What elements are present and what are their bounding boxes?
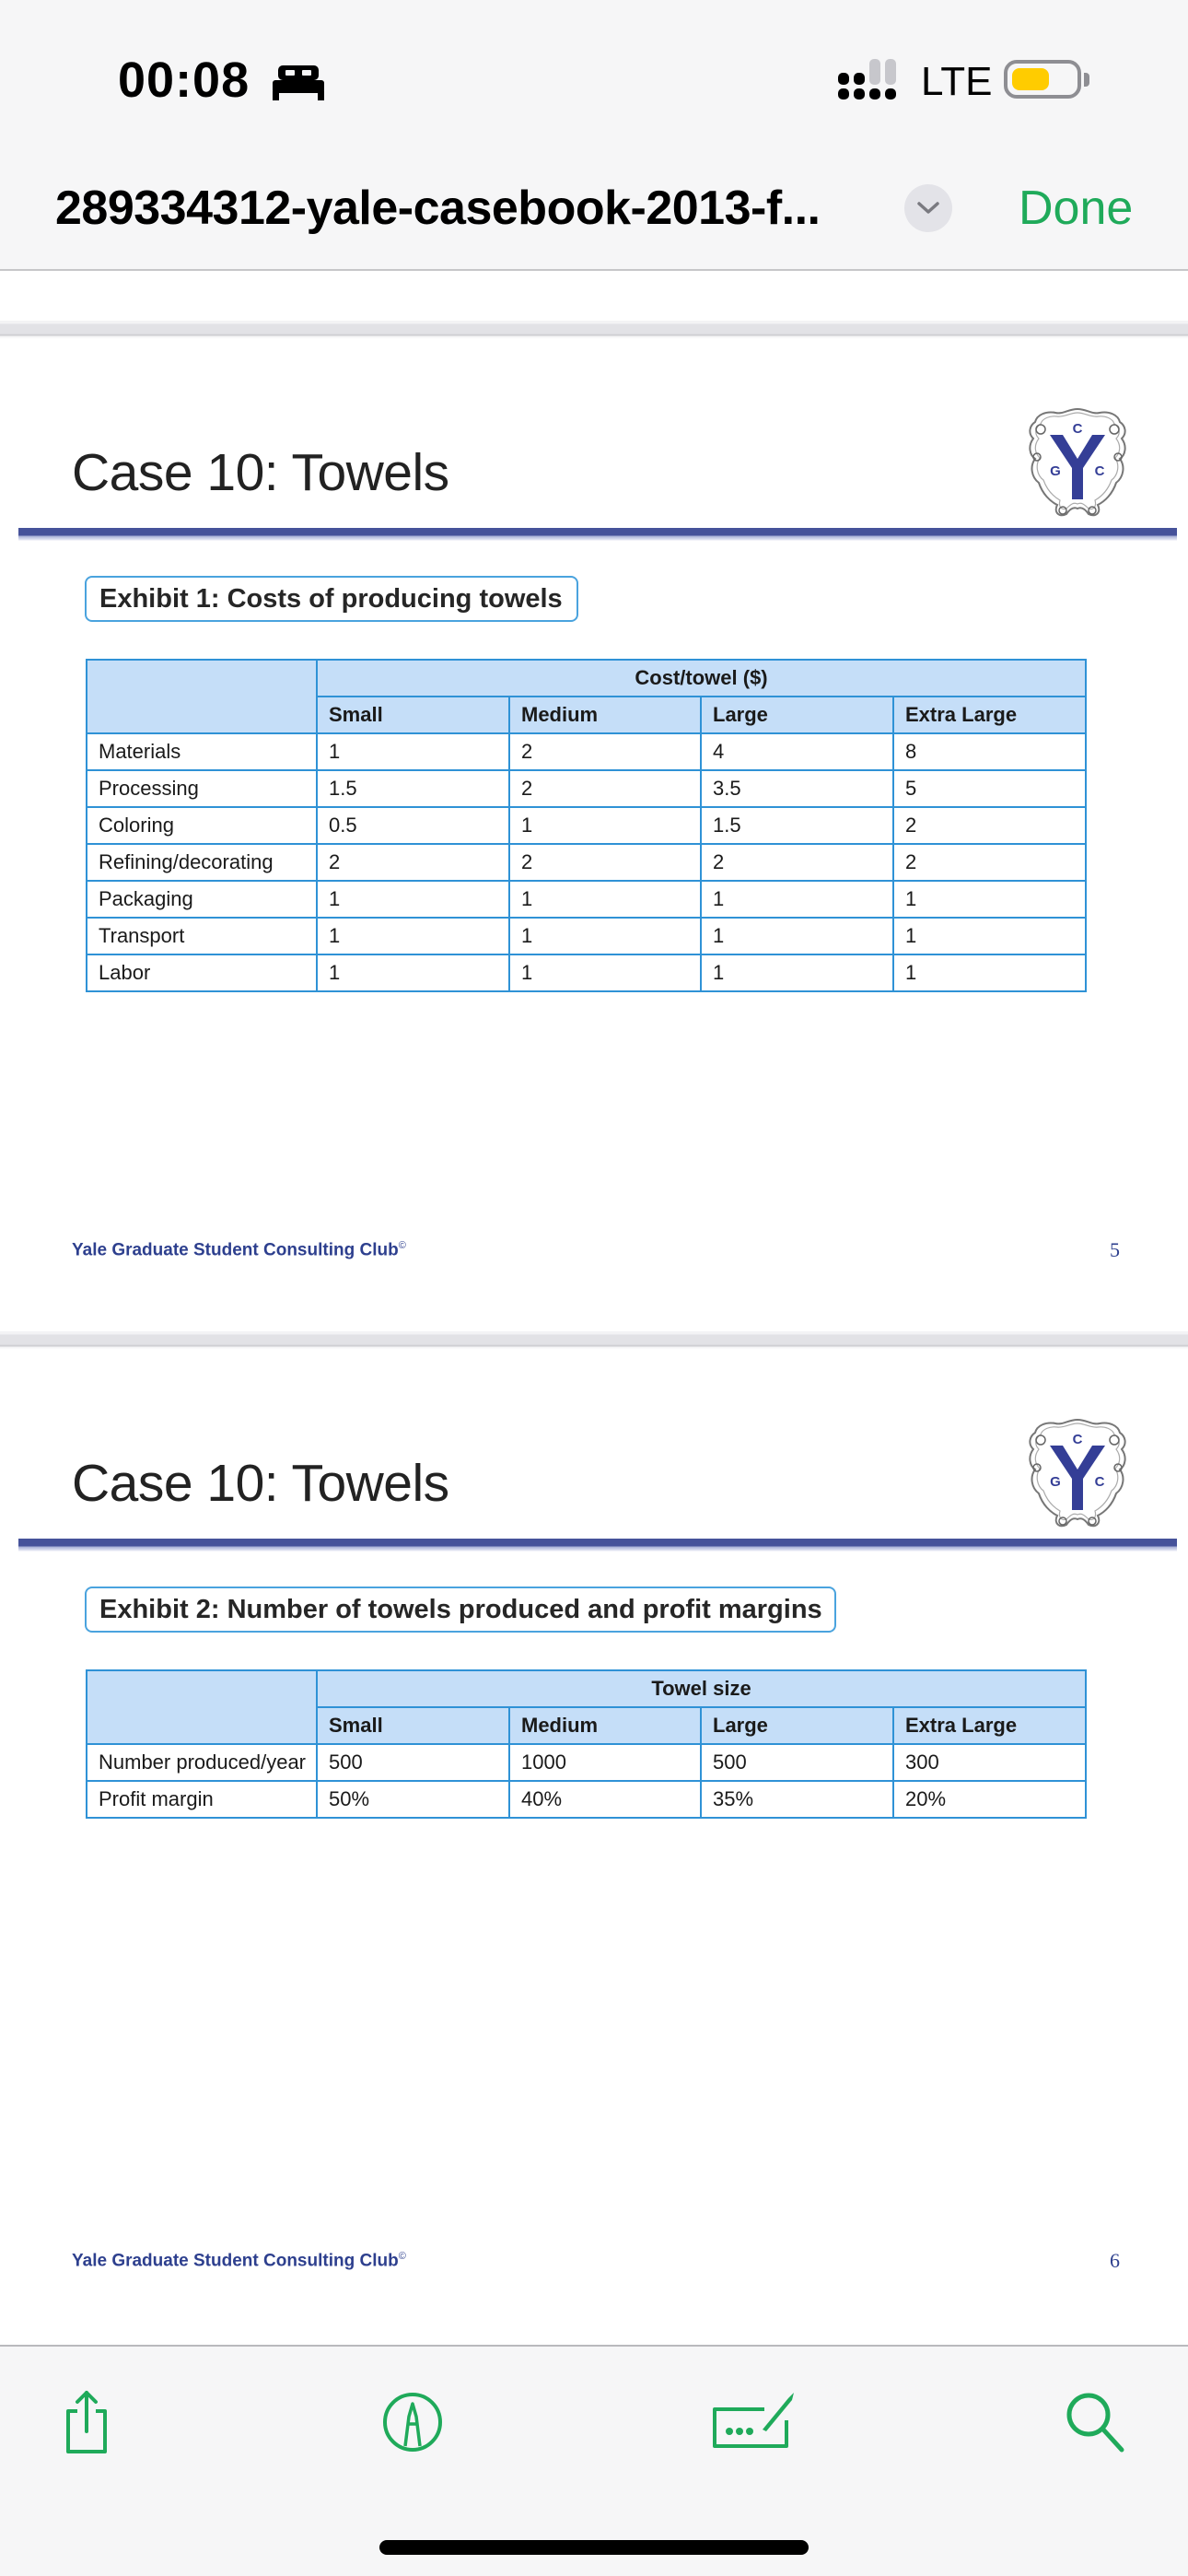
signal-bar xyxy=(838,73,849,85)
row-label: Processing xyxy=(87,770,317,807)
table-cell: 1 xyxy=(509,807,701,844)
table-cell: 5 xyxy=(893,770,1086,807)
table-cell: 8 xyxy=(893,733,1086,770)
table-cell: 35% xyxy=(701,1781,893,1818)
column-header: Extra Large xyxy=(893,697,1086,733)
page-separator xyxy=(0,1331,1188,1350)
search-button[interactable] xyxy=(1063,2389,1129,2455)
table-cell: 1.5 xyxy=(317,770,509,807)
table-row xyxy=(87,1744,1086,1781)
table-cell: 2 xyxy=(317,844,509,881)
battery-icon xyxy=(1004,60,1081,99)
table-cell: 1.5 xyxy=(701,807,893,844)
table-row xyxy=(87,1781,1086,1818)
copyright-mark: © xyxy=(398,2251,406,2262)
table-cell: 1 xyxy=(317,881,509,918)
table-cell: 1000 xyxy=(509,1744,701,1781)
table-cell: 1 xyxy=(509,918,701,954)
table-corner-cell xyxy=(87,1670,317,1744)
document-viewer[interactable] xyxy=(0,271,1188,2345)
footer-text: Yale Graduate Student Consulting Club xyxy=(72,1240,399,1260)
column-header: Medium xyxy=(509,1707,701,1744)
ygcc-logo-icon xyxy=(1022,405,1133,520)
footer-text: Yale Graduate Student Consulting Club xyxy=(72,2251,399,2271)
table-row xyxy=(87,954,1086,991)
exhibit-title: Exhibit 1: Costs of producing towels xyxy=(85,576,578,622)
logo-letter: C xyxy=(1094,1474,1105,1490)
row-label: Materials xyxy=(87,733,317,770)
table-cell: 2 xyxy=(509,770,701,807)
table-group-header-row xyxy=(87,660,1086,697)
table-row xyxy=(87,733,1086,770)
signal-dot xyxy=(838,88,849,100)
signal-dot xyxy=(854,88,865,100)
table-corner-cell xyxy=(87,660,317,733)
signature-icon xyxy=(709,2389,801,2455)
row-label: Refining/decorating xyxy=(87,844,317,881)
pdf-page-5 xyxy=(0,339,1188,1331)
table-row xyxy=(87,807,1086,844)
table-cell: 1 xyxy=(317,954,509,991)
production-table xyxy=(86,1669,1087,1819)
row-label: Profit margin xyxy=(87,1781,317,1818)
battery-level xyxy=(1012,68,1049,90)
signal-bar xyxy=(885,59,896,85)
table-cell: 0.5 xyxy=(317,807,509,844)
table-row xyxy=(87,770,1086,807)
signal-dot xyxy=(885,88,896,100)
row-label: Number produced/year xyxy=(87,1744,317,1781)
table-cell: 1 xyxy=(509,881,701,918)
row-label: Packaging xyxy=(87,881,317,918)
markup-button[interactable] xyxy=(379,2389,446,2455)
bed-icon xyxy=(273,65,324,100)
table-cell: 2 xyxy=(701,844,893,881)
title-rule xyxy=(18,1539,1177,1551)
table-cell: 300 xyxy=(893,1744,1086,1781)
table-cell: 1 xyxy=(509,954,701,991)
exhibit-title: Exhibit 2: Number of towels produced and profit margins xyxy=(85,1587,836,1633)
column-header: Medium xyxy=(509,697,701,733)
table-row xyxy=(87,881,1086,918)
markup-icon xyxy=(379,2389,446,2455)
logo-letter: C xyxy=(1072,1432,1083,1447)
table-cell: 2 xyxy=(509,733,701,770)
table-cell: 2 xyxy=(893,844,1086,881)
logo-letter: G xyxy=(1050,463,1061,479)
logo-letter: G xyxy=(1050,1474,1061,1490)
pdf-page-6 xyxy=(0,1350,1188,2345)
table-cell: 500 xyxy=(317,1744,509,1781)
signal-icon xyxy=(836,59,899,101)
logo-letter: C xyxy=(1094,463,1105,479)
page-number: 6 xyxy=(1110,2249,1120,2272)
signal-bar xyxy=(869,59,880,85)
network-type: LTE xyxy=(921,59,993,104)
signal-bar xyxy=(854,73,865,85)
document-title: 289334312-yale-casebook-2013-f... xyxy=(55,181,821,235)
table-group-header: Towel size xyxy=(317,1670,1086,1707)
column-header: Extra Large xyxy=(893,1707,1086,1744)
row-label: Transport xyxy=(87,918,317,954)
page-footer xyxy=(72,1240,406,1260)
battery-cap xyxy=(1084,73,1089,87)
page-title: Case 10: Towels xyxy=(72,443,449,502)
table-cell: 1 xyxy=(701,954,893,991)
logo-letter: C xyxy=(1072,421,1083,437)
column-header: Small xyxy=(317,697,509,733)
chevron-down-icon xyxy=(917,202,939,215)
column-header: Large xyxy=(701,1707,893,1744)
column-header: Small xyxy=(317,1707,509,1744)
table-cell: 2 xyxy=(509,844,701,881)
table-cell: 1 xyxy=(701,881,893,918)
table-row xyxy=(87,844,1086,881)
signal-dot xyxy=(869,88,880,100)
column-header: Large xyxy=(701,697,893,733)
table-group-header-row xyxy=(87,1670,1086,1707)
document-menu-button[interactable] xyxy=(904,184,952,232)
table-group-header: Cost/towel ($) xyxy=(317,660,1086,697)
table-cell: 20% xyxy=(893,1781,1086,1818)
table-cell: 1 xyxy=(701,918,893,954)
table-row xyxy=(87,918,1086,954)
share-icon xyxy=(57,2389,116,2455)
table-cell: 3.5 xyxy=(701,770,893,807)
table-cell: 2 xyxy=(893,807,1086,844)
table-cell: 50% xyxy=(317,1781,509,1818)
table-cell: 1 xyxy=(893,954,1086,991)
page-footer xyxy=(72,2251,406,2271)
table-cell: 1 xyxy=(893,918,1086,954)
row-label: Labor xyxy=(87,954,317,991)
table-cell: 40% xyxy=(509,1781,701,1818)
cost-table xyxy=(86,659,1087,992)
title-rule xyxy=(18,528,1177,541)
fill-sign-button[interactable] xyxy=(709,2389,801,2455)
share-button[interactable] xyxy=(53,2389,120,2455)
ygcc-logo-icon xyxy=(1022,1416,1133,1530)
done-button[interactable]: Done xyxy=(1019,181,1134,235)
page-number: 5 xyxy=(1110,1238,1120,1261)
table-cell: 500 xyxy=(701,1744,893,1781)
table-cell: 1 xyxy=(893,881,1086,918)
row-label: Coloring xyxy=(87,807,317,844)
page-title: Case 10: Towels xyxy=(72,1454,449,1513)
table-cell: 1 xyxy=(317,918,509,954)
page-separator xyxy=(0,321,1188,339)
table-cell: 1 xyxy=(317,733,509,770)
search-icon xyxy=(1063,2389,1129,2455)
copyright-mark: © xyxy=(398,1240,406,1251)
home-indicator[interactable] xyxy=(379,2540,809,2555)
status-time: 00:08 xyxy=(118,53,250,108)
table-cell: 4 xyxy=(701,733,893,770)
